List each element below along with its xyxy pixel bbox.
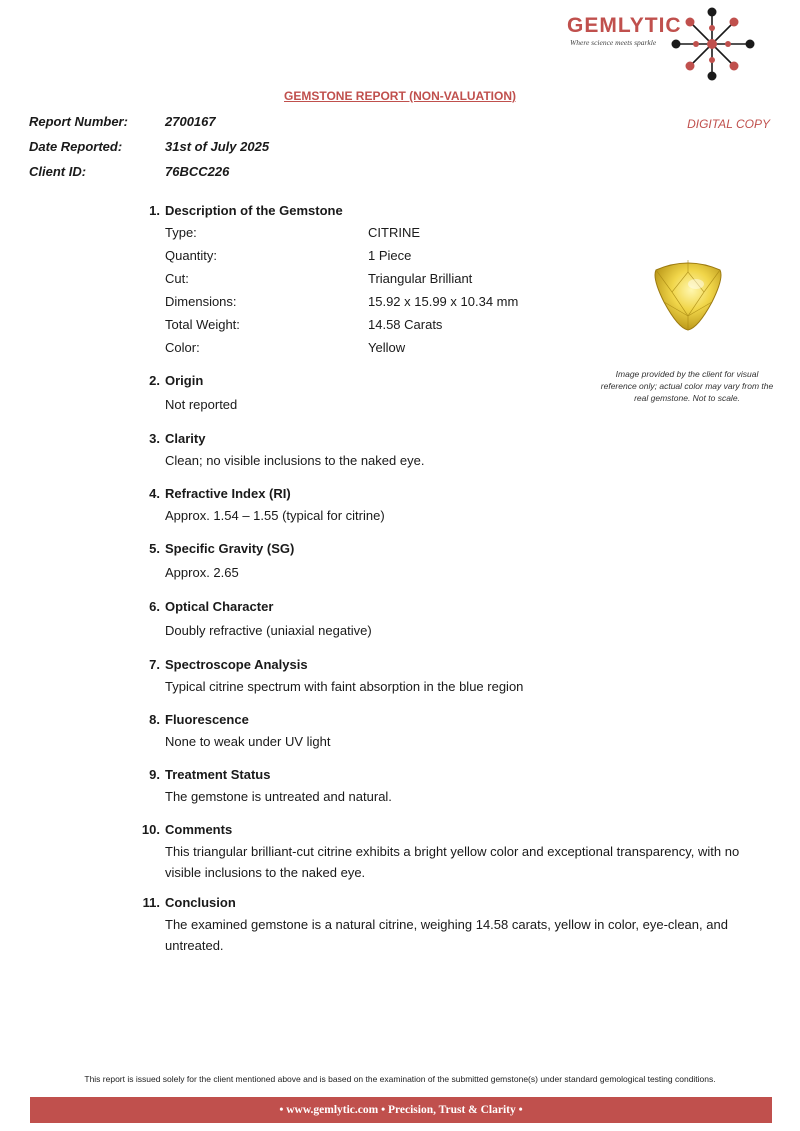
field-value: Yellow bbox=[368, 340, 406, 355]
section-number: 9. bbox=[149, 767, 160, 782]
field-label: Quantity: bbox=[165, 248, 218, 263]
section-text: Not reported bbox=[165, 397, 238, 412]
section-number: 5. bbox=[149, 541, 160, 556]
brand-name: GEMLYTIC bbox=[567, 14, 682, 37]
image-caption: Image provided by the client for visual reference only; actual color may vary from the real gemstone. Not to scale. bbox=[600, 369, 774, 403]
section-number: 2. bbox=[149, 373, 160, 388]
section-title: Description of the Gemstone bbox=[165, 203, 343, 218]
meta-value: 2700167 bbox=[165, 114, 216, 129]
section-text: Approx. 1.54 – 1.55 (typical for citrine) bbox=[165, 508, 385, 523]
footer-disclaimer: This report is issued solely for the client mentioned above and is based on the examination of the submitted gemstone(s) under standard gemological testing conditions. bbox=[84, 1074, 716, 1084]
field-label: Total Weight: bbox=[165, 317, 240, 332]
meta-value: 76BCC226 bbox=[165, 164, 230, 179]
field-value: 15.92 x 15.99 x 10.34 mm bbox=[368, 294, 519, 309]
section-text: The gemstone is untreated and natural. bbox=[165, 789, 392, 804]
section-text: Approx. 2.65 bbox=[165, 565, 239, 580]
field-value: Triangular Brilliant bbox=[368, 271, 473, 286]
field-value: CITRINE bbox=[368, 225, 420, 240]
meta-label: Date Reported: bbox=[29, 139, 123, 154]
meta-label: Report Number: bbox=[29, 114, 128, 129]
field-label: Dimensions: bbox=[165, 294, 237, 309]
field-label: Color: bbox=[165, 340, 200, 355]
field-label: Type: bbox=[165, 225, 197, 240]
section-text: Clean; no visible inclusions to the naked eye. bbox=[165, 453, 425, 468]
section-title: Optical Character bbox=[165, 599, 274, 614]
field-label: Cut: bbox=[165, 271, 189, 286]
gemlytic-logo-icon bbox=[668, 6, 756, 82]
section-title: Clarity bbox=[165, 431, 206, 446]
section-text: None to weak under UV light bbox=[165, 734, 331, 749]
section-title: Origin bbox=[165, 373, 204, 388]
section-number: 8. bbox=[149, 712, 160, 727]
section-title: Specific Gravity (SG) bbox=[165, 541, 295, 556]
section-title: Fluorescence bbox=[165, 712, 249, 727]
section-title: Treatment Status bbox=[165, 767, 271, 782]
section-number: 11. bbox=[142, 895, 160, 910]
section-number: 1. bbox=[149, 203, 160, 218]
section-title: Spectroscope Analysis bbox=[165, 657, 308, 672]
section-number: 3. bbox=[149, 431, 160, 446]
section-text: Typical citrine spectrum with faint absorption in the blue region bbox=[165, 679, 524, 694]
section-title: Comments bbox=[165, 822, 233, 837]
section-text: Doubly refractive (uniaxial negative) bbox=[165, 623, 372, 638]
brand-tagline: Where science meets sparkle bbox=[570, 38, 657, 47]
citrine-gem-image bbox=[648, 258, 728, 332]
meta-label: Client ID: bbox=[29, 164, 87, 179]
section-title: Refractive Index (RI) bbox=[165, 486, 291, 501]
section-text: This triangular brilliant-cut citrine exhibits a bright yellow color and exceptional transparency, with no visible inclusions to the naked eye. bbox=[165, 844, 740, 880]
footer-bar: • www.gemlytic.com • Precision, Trust & Clarity • bbox=[30, 1097, 772, 1123]
field-value: 1 Piece bbox=[368, 248, 412, 263]
section-number: 4. bbox=[149, 486, 160, 501]
section-text: The examined gemstone is a natural citrine, weighing 14.58 carats, yellow in color, eye-clean, and untreated. bbox=[165, 917, 728, 953]
section-number: 7. bbox=[149, 657, 160, 672]
section-title: Conclusion bbox=[165, 895, 236, 910]
field-value: 14.58 Carats bbox=[368, 317, 443, 332]
report-title: GEMSTONE REPORT (NON-VALUATION) bbox=[284, 89, 516, 103]
section-number: 6. bbox=[149, 599, 160, 614]
digital-copy-label: DIGITAL COPY bbox=[687, 117, 770, 131]
meta-value: 31st of July 2025 bbox=[165, 139, 270, 154]
section-number: 10. bbox=[141, 822, 160, 837]
